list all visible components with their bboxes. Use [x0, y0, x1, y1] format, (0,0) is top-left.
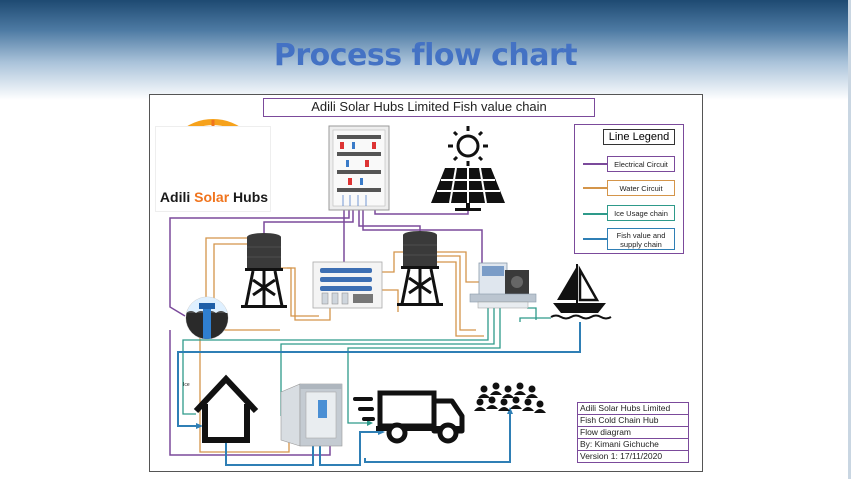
legend-line-water	[583, 187, 607, 189]
legend-item-ice: Ice Usage chain	[607, 205, 675, 221]
legend-line-electrical	[583, 163, 607, 165]
ice-label: Ice	[183, 382, 190, 388]
borehole-icon	[186, 297, 228, 339]
info-box	[577, 402, 689, 463]
logo-text-part-1: Adili	[159, 189, 195, 205]
solar-panel-icon	[431, 126, 505, 211]
water-purifier-icon	[313, 262, 382, 308]
info-project: Fish Cold Chain Hub	[577, 415, 689, 427]
arrowheads	[196, 407, 513, 436]
legend-item-electrical: Electrical Circuit	[607, 156, 675, 172]
line-legend	[574, 124, 684, 254]
ice-lines	[183, 300, 551, 423]
logo-text	[156, 189, 272, 205]
logo-text-part-3: Hubs	[229, 189, 269, 205]
legend-line-ice	[583, 213, 607, 215]
diagram-title: Adili Solar Hubs Limited Fish value chain	[263, 98, 595, 117]
info-company: Adili Solar Hubs Limited	[577, 402, 689, 415]
legend-item-water: Water Circuit	[607, 180, 675, 196]
legend-title: Line Legend	[603, 129, 675, 145]
water-tower-1-icon	[241, 233, 287, 308]
ice-machine-icon	[470, 263, 536, 308]
delivery-truck-icon	[355, 393, 464, 441]
electrical-panel-icon	[329, 126, 389, 210]
water-tower-2-icon	[397, 231, 443, 306]
legend-line-fish	[583, 238, 607, 240]
company-logo	[155, 126, 271, 212]
info-version: Version 1: 17/11/2020	[577, 451, 689, 463]
house-icon	[196, 379, 256, 440]
cold-room-icon	[281, 384, 342, 446]
info-author: By: Kimani Gichuche	[577, 439, 689, 451]
slide-title: Process flow chart	[273, 38, 578, 73]
legend-item-fish: Fish value and supply chain	[607, 228, 675, 250]
fishing-boat-icon	[551, 264, 611, 319]
logo-text-part-2: Solar	[194, 189, 230, 205]
info-doc-type: Flow diagram	[577, 427, 689, 439]
